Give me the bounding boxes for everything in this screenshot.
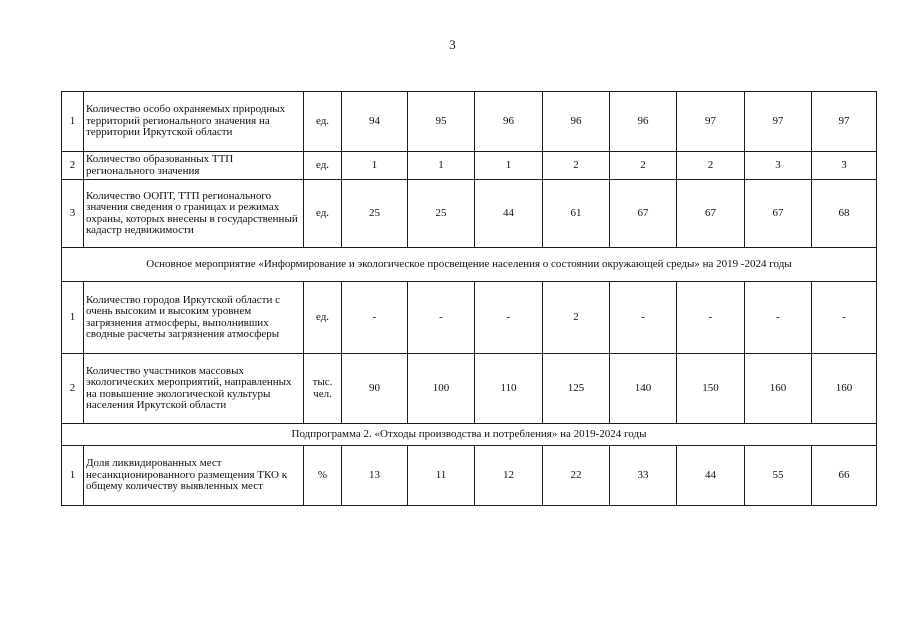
row-number: 2 bbox=[62, 152, 84, 180]
unit-cell: ед. bbox=[304, 282, 342, 354]
value-cell: 67 bbox=[610, 180, 677, 248]
value-cell: - bbox=[610, 282, 677, 354]
value-cell: - bbox=[475, 282, 543, 354]
value-cell: - bbox=[342, 282, 408, 354]
value-cell: 150 bbox=[677, 354, 745, 424]
value-cell: 55 bbox=[745, 446, 812, 506]
table-row bbox=[62, 354, 877, 424]
value-cell: 2 bbox=[543, 152, 610, 180]
value-cell: 2 bbox=[677, 152, 745, 180]
value-cell: 66 bbox=[812, 446, 877, 506]
table-row bbox=[62, 180, 877, 248]
value-cell: 67 bbox=[745, 180, 812, 248]
value-cell: 3 bbox=[745, 152, 812, 180]
value-cell: 96 bbox=[543, 92, 610, 152]
value-cell: 1 bbox=[342, 152, 408, 180]
value-cell: 97 bbox=[745, 92, 812, 152]
indicator-name: Количество участников массовых экологических мероприятий, направленных на повышение экологической культуры населения Иркутской области bbox=[84, 354, 304, 424]
value-cell: 96 bbox=[475, 92, 543, 152]
value-cell: - bbox=[408, 282, 475, 354]
value-cell: 90 bbox=[342, 354, 408, 424]
value-cell: 22 bbox=[543, 446, 610, 506]
value-cell: 2 bbox=[610, 152, 677, 180]
value-cell: 68 bbox=[812, 180, 877, 248]
indicator-name: Количество образованных ТТП регионального значения bbox=[84, 152, 304, 180]
unit-cell: ед. bbox=[304, 152, 342, 180]
unit-cell: ед. bbox=[304, 92, 342, 152]
section-title: Основное мероприятие «Информирование и экологическое просвещение населения о состоянии окружающей среды» на 2019 -2024 годы bbox=[62, 248, 877, 282]
value-cell: - bbox=[745, 282, 812, 354]
unit-cell: ед. bbox=[304, 180, 342, 248]
value-cell: - bbox=[812, 282, 877, 354]
value-cell: 25 bbox=[342, 180, 408, 248]
unit-cell: % bbox=[304, 446, 342, 506]
value-cell: 61 bbox=[543, 180, 610, 248]
value-cell: 1 bbox=[408, 152, 475, 180]
value-cell: 67 bbox=[677, 180, 745, 248]
value-cell: 100 bbox=[408, 354, 475, 424]
page-number: 3 bbox=[449, 37, 456, 52]
value-cell: 160 bbox=[745, 354, 812, 424]
indicator-name: Доля ликвидированных мест несанкционированного размещения ТКО к общему количеству выявленных мест bbox=[84, 446, 304, 506]
value-cell: 44 bbox=[475, 180, 543, 248]
row-number: 1 bbox=[62, 92, 84, 152]
value-cell: 97 bbox=[812, 92, 877, 152]
table-body bbox=[62, 92, 877, 506]
table-row bbox=[62, 282, 877, 354]
section-row bbox=[62, 248, 877, 282]
table-row bbox=[62, 152, 877, 180]
indicator-name: Количество особо охраняемых природных территорий регионального значения на территории Иркутской области bbox=[84, 92, 304, 152]
value-cell: 33 bbox=[610, 446, 677, 506]
row-number: 2 bbox=[62, 354, 84, 424]
unit-cell: тыс. чел. bbox=[304, 354, 342, 424]
value-cell: 97 bbox=[677, 92, 745, 152]
value-cell: 3 bbox=[812, 152, 877, 180]
row-number: 1 bbox=[62, 282, 84, 354]
value-cell: 12 bbox=[475, 446, 543, 506]
value-cell: 140 bbox=[610, 354, 677, 424]
section-row bbox=[62, 424, 877, 446]
table-row bbox=[62, 92, 877, 152]
row-number: 3 bbox=[62, 180, 84, 248]
value-cell: - bbox=[677, 282, 745, 354]
value-cell: 94 bbox=[342, 92, 408, 152]
section-title: Подпрограмма 2. «Отходы производства и потребления» на 2019-2024 годы bbox=[62, 424, 877, 446]
value-cell: 13 bbox=[342, 446, 408, 506]
value-cell: 96 bbox=[610, 92, 677, 152]
row-number: 1 bbox=[62, 446, 84, 506]
value-cell: 110 bbox=[475, 354, 543, 424]
value-cell: 160 bbox=[812, 354, 877, 424]
indicator-name: Количество городов Иркутской области с очень высоким и высоким уровнем загрязнения атмосферы, выполнивших сводные расчеты загрязнения атмосферы bbox=[84, 282, 304, 354]
value-cell: 25 bbox=[408, 180, 475, 248]
value-cell: 11 bbox=[408, 446, 475, 506]
value-cell: 44 bbox=[677, 446, 745, 506]
table-row bbox=[62, 446, 877, 506]
indicators-table bbox=[61, 91, 877, 506]
indicator-name: Количество ООПТ, ТТП регионального значения сведения о границах и режимах охраны, которых внесены в государственный кадастр недвижимости bbox=[84, 180, 304, 248]
value-cell: 95 bbox=[408, 92, 475, 152]
value-cell: 2 bbox=[543, 282, 610, 354]
value-cell: 125 bbox=[543, 354, 610, 424]
value-cell: 1 bbox=[475, 152, 543, 180]
